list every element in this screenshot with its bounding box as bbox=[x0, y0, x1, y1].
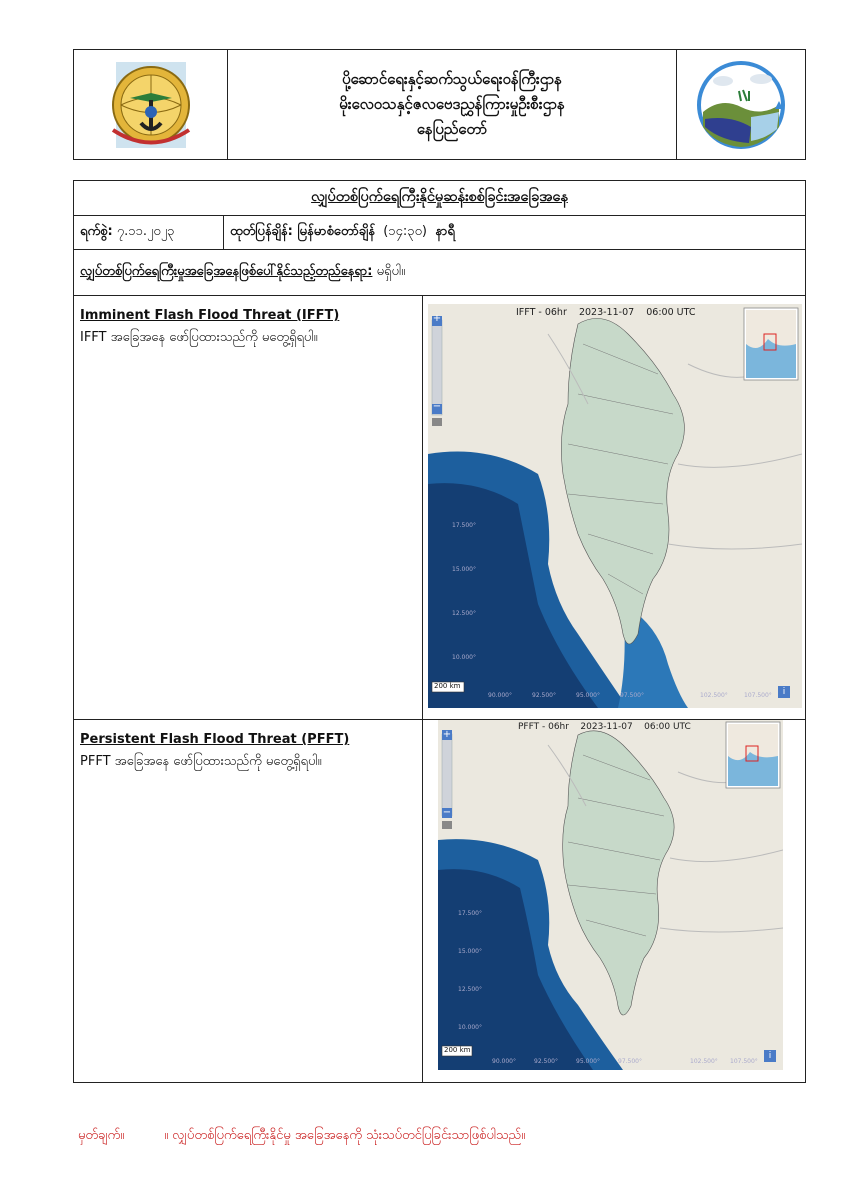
ifft-map bbox=[428, 304, 802, 708]
ifft-map-cell bbox=[423, 296, 805, 719]
pfft-map-cell bbox=[423, 720, 805, 1082]
assessment-table bbox=[73, 180, 806, 1083]
ifft-lon-label: 97.500° bbox=[620, 692, 644, 699]
zoom-in-button[interactable]: + bbox=[432, 313, 442, 324]
pfft-scale-bar: 200 km bbox=[444, 1046, 471, 1054]
left-logo-cell bbox=[74, 50, 228, 159]
pfft-map-date: 2023-11-07 bbox=[580, 722, 633, 732]
pfft-lon-label: 92.500° bbox=[534, 1058, 558, 1065]
pfft-description: PFFT အခြေအနေ ဖော်ပြထားသည်ကို မတွေ့ရှိရပါ။ bbox=[80, 754, 322, 769]
water-cycle-logo-icon bbox=[691, 57, 791, 152]
city-line: နေပြည်တော် bbox=[416, 120, 488, 138]
zoom-in-button[interactable]: + bbox=[442, 729, 452, 740]
department-line: မိုးလေဝသနှင့်ဇလဗေဒညွှန်ကြားမှုဦးစီးဌာန bbox=[339, 95, 565, 113]
ifft-map-title: IFFT - 06hr bbox=[516, 307, 567, 318]
footer-text: ။ လျှပ်တစ်ပြက်ရေကြီးနိုင်မှု အခြေအနေကို သုံးသပ်တင်ပြခြင်းသာဖြစ်ပါသည်။ bbox=[164, 1128, 526, 1143]
ifft-map-graphic bbox=[428, 304, 802, 708]
document-header bbox=[73, 49, 806, 160]
issue-time: (၁၄:၃၀) bbox=[383, 224, 428, 239]
pfft-text-cell bbox=[74, 720, 423, 1082]
pfft-info-button[interactable]: i bbox=[768, 1051, 772, 1061]
ifft-lon-label: 95.000° bbox=[576, 692, 600, 699]
pfft-lon-label: 95.000° bbox=[576, 1058, 600, 1065]
ifft-map-header bbox=[516, 307, 696, 318]
locations-value: မရှိပါ။ bbox=[376, 264, 406, 279]
zoom-out-button[interactable]: − bbox=[432, 401, 442, 412]
pfft-map bbox=[438, 720, 783, 1070]
ministry-name-block bbox=[228, 50, 676, 159]
zoom-out-button[interactable]: − bbox=[442, 807, 452, 818]
pfft-lon-label: 102.500° bbox=[690, 1058, 718, 1065]
pfft-map-header bbox=[518, 722, 691, 732]
ifft-scale-bar: 200 km bbox=[434, 682, 461, 690]
ifft-lat-label: 12.500° bbox=[452, 610, 476, 617]
pfft-lat-label: 12.500° bbox=[458, 986, 482, 993]
ifft-title: Imminent Flash Flood Threat (IFFT) bbox=[80, 308, 340, 323]
pfft-lat-label: 15.000° bbox=[458, 948, 482, 955]
pfft-title: Persistent Flash Flood Threat (PFFT) bbox=[80, 732, 350, 747]
ifft-lat-label: 17.500° bbox=[452, 522, 476, 529]
pfft-lat-label: 10.000° bbox=[458, 1024, 482, 1031]
ifft-map-date: 2023-11-07 bbox=[578, 307, 635, 318]
ifft-lat-label: 15.000° bbox=[452, 566, 476, 573]
pfft-lon-label: 107.500° bbox=[730, 1058, 758, 1065]
pfft-lon-label: 97.500° bbox=[618, 1058, 642, 1065]
locations-label: လျှပ်တစ်ပြက်ရေကြီးမှုအခြေအနေဖြစ်ပေါ်နိုင်သည့်တည်နေရာ: bbox=[80, 264, 373, 279]
issue-label: ထုတ်ပြန်ချိန်: မြန်မာစံတော်ချိန် bbox=[230, 224, 375, 239]
ifft-description: IFFT အခြေအနေ ဖော်ပြထားသည်ကို မတွေ့ရှိရပါ။ bbox=[80, 330, 318, 345]
ifft-map-time: 06:00 UTC bbox=[646, 307, 696, 318]
pfft-map-graphic bbox=[438, 720, 783, 1070]
locations-row bbox=[74, 250, 805, 296]
ifft-info-button[interactable]: i bbox=[782, 687, 786, 697]
date-issue-row bbox=[74, 216, 805, 250]
footer-label: မှတ်ချက်။ bbox=[78, 1128, 125, 1143]
ifft-lat-label: 10.000° bbox=[452, 654, 476, 661]
pfft-section bbox=[74, 720, 805, 1082]
issue-suffix: နာရီ bbox=[435, 224, 455, 239]
department-emblem-icon bbox=[96, 60, 206, 150]
ifft-lon-label: 107.500° bbox=[744, 692, 772, 699]
pfft-map-time: 06:00 UTC bbox=[644, 722, 691, 732]
ministry-line: ပို့ဆောင်ရေးနှင့်ဆက်သွယ်ရေးဝန်ကြီးဌာန bbox=[342, 70, 562, 88]
ifft-lon-label: 102.500° bbox=[700, 692, 728, 699]
footer-note bbox=[78, 1127, 525, 1146]
ifft-lon-label: 90.000° bbox=[488, 692, 512, 699]
date-cell bbox=[74, 216, 224, 249]
ifft-section bbox=[74, 296, 805, 720]
date-value: ၇.၁၁.၂၀၂၃ bbox=[116, 224, 175, 239]
issue-time-cell bbox=[224, 223, 455, 242]
ifft-text-cell bbox=[74, 296, 423, 719]
date-label: ရက်စွဲ: bbox=[80, 224, 113, 239]
ifft-lon-label: 92.500° bbox=[532, 692, 556, 699]
right-logo-cell bbox=[676, 50, 805, 159]
report-title: လျှပ်တစ်ပြက်ရေကြီးနိုင်မှုဆန်းစစ်ခြင်းအခြေအနေ bbox=[74, 181, 805, 216]
pfft-lon-label: 90.000° bbox=[492, 1058, 516, 1065]
pfft-lat-label: 17.500° bbox=[458, 910, 482, 917]
pfft-map-title: PFFT - 06hr bbox=[518, 722, 569, 732]
